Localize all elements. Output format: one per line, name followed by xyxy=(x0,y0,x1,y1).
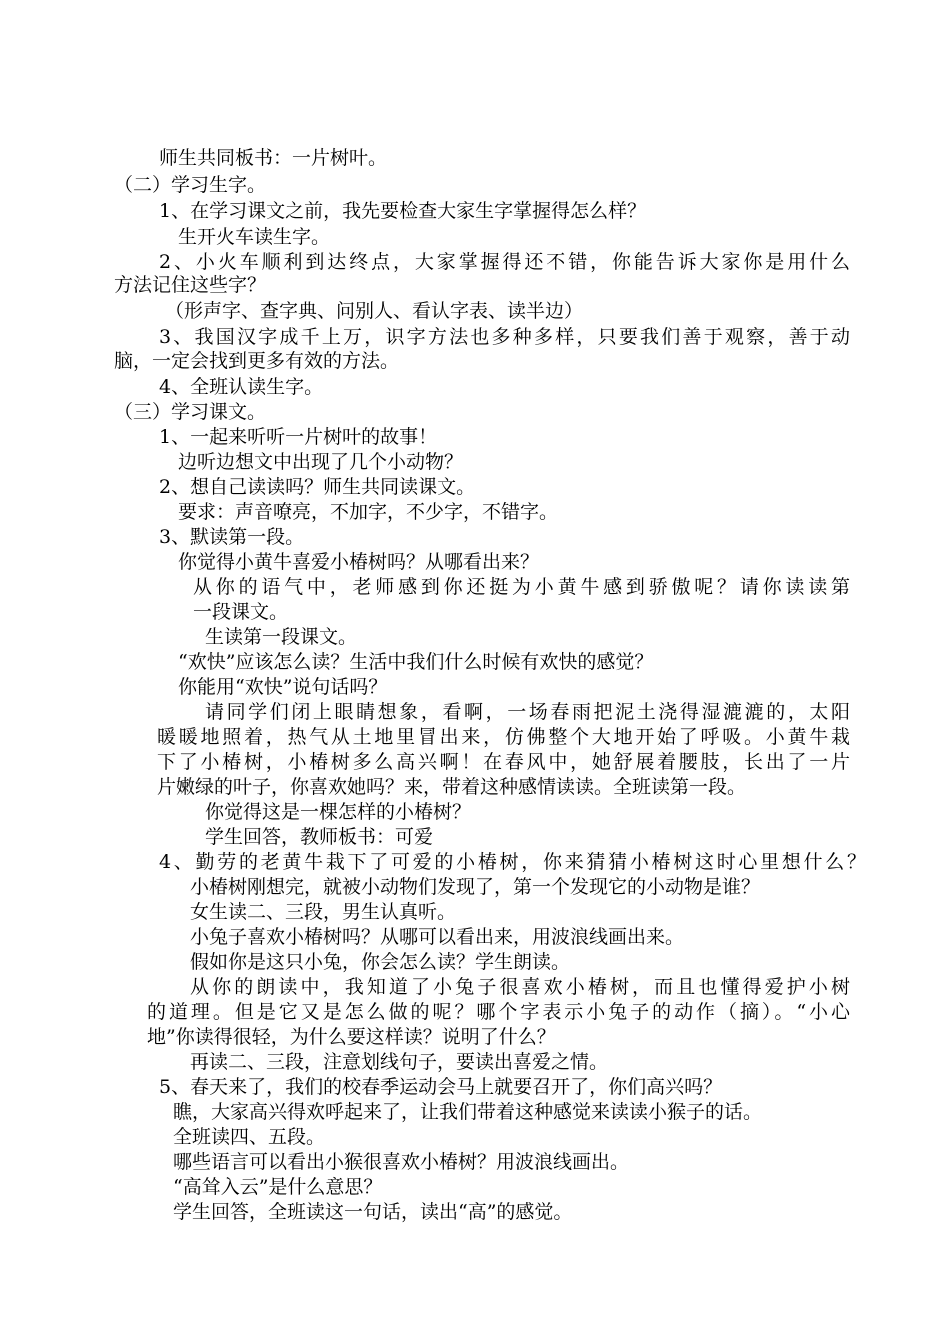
text-line: 你能用“欢快”说句话吗？ xyxy=(178,676,388,698)
text-line: （形声字、查字典、问别人、看认字表、读半边） xyxy=(165,300,584,322)
text-line: 2、想自己读读吗？师生共同读课文。 xyxy=(159,476,476,498)
text-line: “欢快”应该怎么读？生活中我们什么时候有欢快的感觉？ xyxy=(178,651,654,673)
text-line: 假如你是这只小兔，你会怎么读？学生朗读。 xyxy=(190,951,571,973)
text-line: 2、小火车顺利到达终点，大家掌握得还不错，你能告诉大家你是用什么 xyxy=(159,251,850,273)
text-line: 方法记住这些字？ xyxy=(114,274,267,296)
text-line: 你觉得小黄牛喜爱小椿树吗？从哪看出来？ xyxy=(178,551,540,573)
text-line: 要求：声音嘹亮，不加字，不少字，不错字。 xyxy=(178,501,559,523)
section-heading: （二）学习生字。 xyxy=(114,174,267,196)
text-line: 边听边想文中出现了几个小动物？ xyxy=(178,451,464,473)
text-line: 3、我国汉字成千上万，识字方法也多种多样，只要我们善于观察，善于动 xyxy=(159,326,850,348)
text-line: 下了小椿树，小椿树多么高兴啊！在春风中，她舒展着腰肢，长出了一片 xyxy=(157,751,850,773)
text-line: 请同学们闭上眼睛想象，看啊，一场春雨把泥土浇得湿漉漉的，太阳 xyxy=(205,701,850,723)
text-line: 小兔子喜欢小椿树吗？从哪可以看出来，用波浪线画出来。 xyxy=(190,926,685,948)
text-line: 再读二、三段，注意划线句子，要读出喜爱之情。 xyxy=(190,1051,609,1073)
text-line: 地”你读得很轻，为什么要这样读？说明了什么？ xyxy=(147,1026,556,1048)
text-line: 1、一起来听听一片树叶的故事！ xyxy=(159,426,438,448)
text-line: 4、全班认读生字。 xyxy=(159,376,324,398)
text-line: 生读第一段课文。 xyxy=(205,626,358,648)
text-line: 瞧，大家高兴得欢呼起来了，让我们带着这种感觉来读读小猴子的话。 xyxy=(173,1101,763,1123)
text-line: 1、在学习课文之前，我先要检查大家生字掌握得怎么样？ xyxy=(159,200,647,222)
text-line: 女生读二、三段，男生认真听。 xyxy=(190,901,457,923)
text-line: 生开火车读生字。 xyxy=(178,226,331,248)
text-line: 4、勤劳的老黄牛栽下了可爱的小椿树，你来猜猜小椿树这时心里想什么？ xyxy=(159,851,866,873)
text-line: 一段课文。 xyxy=(193,601,289,623)
text-line: 脑，一定会找到更多有效的方法。 xyxy=(114,350,400,372)
text-line: “高耸入云”是什么意思？ xyxy=(173,1176,383,1198)
text-line: 从你的朗读中，我知道了小兔子很喜欢小椿树，而且也懂得爱护小树 xyxy=(190,976,850,998)
text-line: 师生共同板书：一片树叶。 xyxy=(159,147,388,169)
text-line: 你觉得这是一棵怎样的小椿树？ xyxy=(205,801,472,823)
text-line: 学生回答，教师板书：可爱 xyxy=(205,826,434,848)
text-line: 片嫩绿的叶子，你喜欢她吗？来，带着这种感情读读。全班读第一段。 xyxy=(157,776,747,798)
section-heading: （三）学习课文。 xyxy=(114,401,267,423)
text-line: 学生回答，全班读这一句话，读出“高”的感觉。 xyxy=(173,1201,573,1223)
text-line: 小椿树刚想完，就被小动物们发现了，第一个发现它的小动物是谁？ xyxy=(190,876,761,898)
text-line: 3、默读第一段。 xyxy=(159,526,305,548)
text-line: 哪些语言可以看出小猴很喜欢小椿树？用波浪线画出。 xyxy=(173,1151,630,1173)
text-line: 的道理。但是它又是怎么做的呢？哪个字表示小兔子的动作（摘）。“小心 xyxy=(147,1001,850,1023)
text-line: 暖暖地照着，热气从土地里冒出来，仿佛整个大地开始了呼吸。小黄牛栽 xyxy=(157,726,850,748)
text-line: 5、春天来了，我们的校春季运动会马上就要召开了，你们高兴吗？ xyxy=(159,1076,723,1098)
text-line: 从你的语气中，老师感到你还挺为小黄牛感到骄傲呢？请你读读第 xyxy=(193,576,850,598)
text-line: 全班读四、五段。 xyxy=(173,1126,326,1148)
